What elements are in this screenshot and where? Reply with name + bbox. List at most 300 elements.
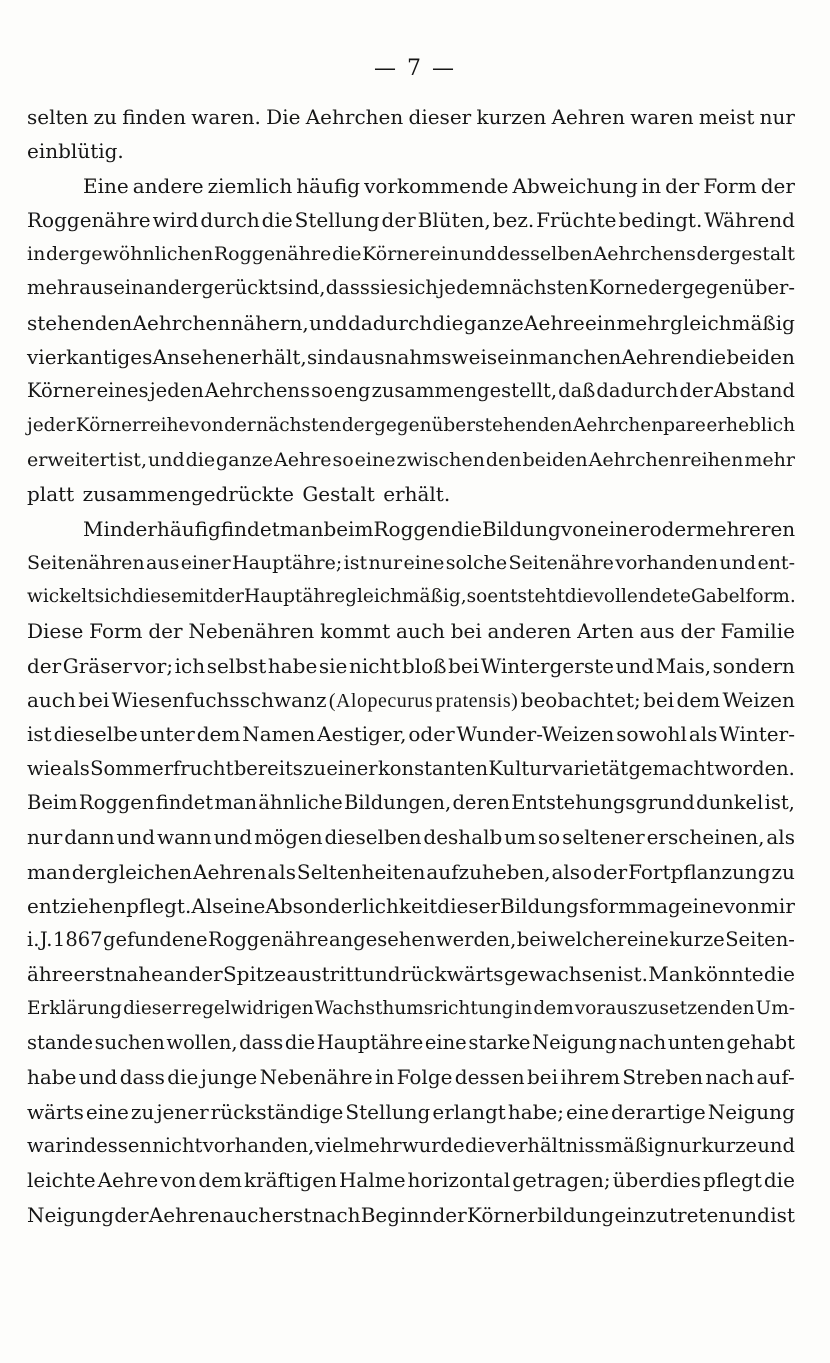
word: dem <box>198 1168 242 1193</box>
word: häufig <box>296 173 361 198</box>
word: die <box>464 1133 496 1157</box>
word: Roggenähre <box>208 928 329 952</box>
word: zusammengedrückte <box>82 482 294 507</box>
text-line <box>27 1129 795 1163</box>
text-line <box>27 1026 795 1060</box>
word: zu <box>130 1099 155 1124</box>
word: Spitze <box>222 962 287 987</box>
text-line <box>27 649 795 683</box>
text-line <box>27 477 795 511</box>
word: Aehren <box>148 1202 223 1227</box>
word: nur <box>27 825 63 850</box>
word: stande <box>27 1031 94 1055</box>
word: der <box>224 414 256 436</box>
word: unten <box>667 1031 725 1055</box>
word: auseinandergerückt <box>79 276 278 300</box>
word: einer <box>180 551 231 574</box>
word: Erklärung <box>27 997 123 1019</box>
word: ist, <box>764 790 795 814</box>
word: einer <box>326 756 378 780</box>
word: der <box>760 173 795 198</box>
word: je <box>438 276 456 300</box>
word: kommt <box>320 619 391 644</box>
text-line <box>27 237 795 271</box>
word: nächsten <box>498 276 589 300</box>
word: auch <box>27 688 76 713</box>
word: pratensis) <box>435 690 519 713</box>
word: Aehrchen <box>305 105 404 129</box>
word: Korne <box>588 276 648 300</box>
word: habe <box>27 1065 77 1090</box>
word: die <box>695 345 727 370</box>
word: erweitert <box>27 448 117 471</box>
word: ganze <box>216 448 274 471</box>
word: sie <box>370 276 398 300</box>
text-line <box>27 203 795 237</box>
word: einblütig. <box>27 139 124 164</box>
word: mögen <box>254 825 323 850</box>
word: zusammengestellt, <box>371 379 558 403</box>
word: Abweichung <box>512 173 638 198</box>
word: bedingt. <box>618 207 703 232</box>
word: dieser <box>408 105 472 129</box>
text-line <box>27 340 795 374</box>
word: sowohl <box>616 722 687 747</box>
word: ganze <box>463 310 524 335</box>
word: als <box>688 722 718 747</box>
word: in <box>641 173 662 198</box>
word: auch <box>396 619 445 644</box>
word: nicht <box>152 1133 203 1157</box>
word: bei <box>78 688 110 713</box>
text-line <box>27 752 795 786</box>
word: die <box>763 1168 795 1193</box>
word: die <box>284 1031 316 1055</box>
word: ist, <box>117 448 147 471</box>
word: ähre <box>27 962 74 987</box>
word: unter <box>139 722 195 747</box>
word: eine <box>85 1099 129 1124</box>
word: dem <box>533 997 574 1019</box>
word: Körner <box>27 379 96 403</box>
word: dieselben <box>324 825 422 850</box>
word: gewöhnlichen <box>79 243 214 266</box>
word: gegenüber- <box>681 276 795 300</box>
body-text <box>27 100 795 1232</box>
word: und <box>309 310 348 335</box>
word: und <box>459 243 497 266</box>
text-line <box>27 855 795 889</box>
word: mir <box>759 893 795 918</box>
text-line <box>27 957 795 991</box>
word: einzutreten <box>614 1202 732 1227</box>
word: entsteht <box>487 586 565 608</box>
word: jeden <box>149 379 204 403</box>
word: anderen <box>487 619 572 644</box>
word: eines <box>96 379 149 403</box>
word: und <box>78 1065 118 1090</box>
word: von <box>723 893 760 918</box>
word: Bildungsform <box>499 893 638 918</box>
word: Winter- <box>719 722 795 747</box>
word: häufig <box>156 516 221 541</box>
word: beim <box>323 516 374 541</box>
word: von <box>160 1168 197 1193</box>
word: jener <box>156 1099 209 1124</box>
word: als <box>61 756 90 780</box>
word: Hauptähre <box>316 1031 424 1055</box>
word: eine <box>424 1031 467 1055</box>
word: die <box>763 962 795 987</box>
word: Namen <box>242 722 316 747</box>
word: Hauptähre; <box>232 551 343 574</box>
word: nach <box>311 1202 361 1227</box>
word: kräftigen <box>244 1168 337 1193</box>
word: austritt <box>286 962 362 987</box>
word: Aehrchens <box>593 243 696 266</box>
word: und <box>147 448 185 471</box>
word: vorauszusetzenden <box>574 997 755 1019</box>
word: Als <box>191 893 223 918</box>
word: wärts <box>27 1099 84 1124</box>
word: so <box>311 379 333 403</box>
word: gehabt <box>726 1031 795 1055</box>
word: welcher <box>547 928 627 952</box>
word: dass <box>119 1065 165 1090</box>
word: an <box>163 962 189 987</box>
text-line <box>27 512 795 546</box>
word: Nebenähre <box>259 1065 373 1090</box>
word: Neigung <box>27 1202 115 1227</box>
word: nähern, <box>230 310 309 335</box>
word: Roggenähre <box>213 243 332 266</box>
word: Bildungen, <box>343 790 452 814</box>
word: auch <box>222 1202 272 1227</box>
word: die <box>564 586 594 608</box>
word: (Alopecurus <box>328 690 434 713</box>
word: gleichmäßig <box>670 310 795 335</box>
word: die <box>450 516 482 541</box>
word: Wiesenfuchsschwanz <box>111 688 327 713</box>
word: ein <box>584 310 617 335</box>
word: beobachtet; <box>520 688 641 713</box>
word: aus <box>639 619 675 644</box>
word: findet <box>155 790 214 814</box>
word: oder <box>408 722 455 747</box>
word: kurze <box>701 1133 758 1157</box>
word: nächsten <box>256 414 342 436</box>
word: i. <box>27 928 40 952</box>
word: Beginn <box>360 1202 433 1227</box>
word: ziemlich <box>207 173 293 198</box>
word: Gabelform. <box>690 586 796 608</box>
word: mehr <box>27 276 79 300</box>
word: rückständige <box>210 1099 344 1124</box>
word: Hauptähre <box>244 586 346 608</box>
word: daß <box>558 379 596 403</box>
word: suchen <box>94 1031 165 1055</box>
word: wie <box>27 756 62 780</box>
word: Beim <box>27 790 78 814</box>
word: bei <box>527 1065 559 1090</box>
word: dessen <box>454 1065 525 1090</box>
word: verhältnissmäßig <box>495 1133 667 1157</box>
word: so <box>332 448 354 471</box>
word: dem <box>676 688 721 713</box>
word: mehr <box>744 448 795 471</box>
word: gleichmäßig, <box>345 586 467 608</box>
text-line <box>27 614 795 648</box>
word: der <box>432 1202 467 1227</box>
word: selten <box>27 105 89 129</box>
word: leichte <box>27 1168 96 1193</box>
word: ausnahmsweise <box>349 345 509 370</box>
word: Aehren <box>621 345 695 370</box>
word: habe; <box>507 1099 564 1124</box>
word: die <box>167 1065 199 1090</box>
word: jeder <box>27 414 76 436</box>
word: Aehre <box>97 1168 159 1193</box>
word: aufzuheben, <box>426 859 551 884</box>
text-line <box>27 786 795 820</box>
word: Kulturvarietät <box>488 756 629 780</box>
word: sondern <box>712 653 795 678</box>
word: war <box>27 1133 65 1157</box>
word: Aehren <box>551 105 626 129</box>
word: man <box>214 790 258 814</box>
word: und <box>731 1202 770 1227</box>
word: erst <box>271 1202 312 1227</box>
word: Sommerfrucht <box>90 756 234 780</box>
word: Aehren <box>193 859 267 884</box>
word: stehenden <box>27 310 133 335</box>
text-line <box>27 820 795 854</box>
word: ähnliche <box>258 790 343 814</box>
word: Man <box>648 962 694 987</box>
word: und <box>361 962 401 987</box>
word: auf- <box>756 1065 795 1090</box>
word: vierkantiges <box>27 345 153 370</box>
word: der <box>148 619 183 644</box>
word: waren. <box>191 105 261 129</box>
word: Nebenähren <box>188 619 315 644</box>
word: Um- <box>755 997 795 1019</box>
word: wollen, <box>166 1031 238 1055</box>
word: gegenüberstehenden <box>374 414 573 436</box>
word: regelwidrigen <box>182 997 314 1019</box>
text-line <box>27 134 795 168</box>
word: kurze <box>669 928 725 952</box>
word: Roggen <box>78 790 155 814</box>
word: ein <box>429 243 460 266</box>
word: der <box>680 619 715 644</box>
word: Form <box>703 173 757 198</box>
word: erheblich <box>706 414 795 436</box>
word: nach <box>705 1065 755 1090</box>
word: der <box>114 1202 149 1227</box>
word: waren <box>630 105 694 129</box>
text-line <box>27 306 795 340</box>
word: die <box>331 243 362 266</box>
word: Roggenähre <box>27 207 151 232</box>
word: eine <box>566 1099 609 1124</box>
page-number: — 7 — <box>374 56 456 81</box>
word: die <box>261 207 293 232</box>
word: dann <box>64 825 115 850</box>
text-line <box>27 1163 795 1197</box>
word: Fortpflanzung <box>628 859 771 884</box>
word: vorhanden <box>615 551 718 574</box>
word: habe <box>267 653 318 678</box>
word: Familie <box>720 619 795 644</box>
word: könnte <box>693 962 764 987</box>
word: der <box>665 173 700 198</box>
word: nur <box>666 1133 702 1157</box>
word: Wunder-Weizen <box>456 722 615 747</box>
word: erlangt <box>432 1099 506 1124</box>
word: erst <box>73 962 114 987</box>
word: der <box>45 243 79 266</box>
word: gewachsen <box>503 962 617 987</box>
word: Eine <box>83 173 129 198</box>
word: dieser <box>437 893 500 918</box>
text-line <box>27 683 795 717</box>
word: nahe <box>113 962 164 987</box>
word: wickelt <box>27 586 95 608</box>
word: Neigung <box>532 1031 617 1055</box>
word: eine <box>403 551 445 574</box>
word: dass <box>325 276 370 300</box>
word: wurde <box>401 1133 465 1157</box>
text-line <box>27 443 795 477</box>
word: getragen; <box>512 1168 611 1193</box>
word: nicht <box>348 653 401 678</box>
word: konstanten <box>377 756 489 780</box>
word: pflegt <box>703 1168 762 1193</box>
word: seltener <box>562 825 645 850</box>
text-line <box>27 374 795 408</box>
word: Wintergerste <box>480 653 614 678</box>
word: Aehrchenpare <box>572 414 706 436</box>
word: als <box>267 859 296 884</box>
word: mit <box>181 586 213 608</box>
word: dunkel <box>696 790 764 814</box>
word: bez. <box>492 207 535 232</box>
text-line <box>27 546 795 580</box>
word: finden <box>122 105 186 129</box>
word: von <box>560 516 598 541</box>
word: und <box>213 825 253 850</box>
word: derartige <box>610 1099 706 1124</box>
word: rückwärts <box>400 962 504 987</box>
word: Blüten, <box>417 207 491 232</box>
word: mehr <box>616 310 670 335</box>
word: Körner <box>362 243 429 266</box>
word: sie <box>318 653 348 678</box>
text-line <box>27 1060 795 1094</box>
word: beiden <box>522 448 588 471</box>
word: Aehrchen <box>132 310 231 335</box>
word: deren <box>452 790 510 814</box>
word: Arten <box>577 619 634 644</box>
word: Abstand <box>713 379 795 403</box>
word: also <box>551 859 593 884</box>
word: in <box>509 345 529 370</box>
word: vor; <box>133 653 174 678</box>
word: Die <box>266 105 301 129</box>
text-line <box>27 889 795 923</box>
word: andere <box>132 173 204 198</box>
word: der <box>648 276 682 300</box>
word: dem <box>196 722 241 747</box>
word: ist <box>27 722 52 747</box>
word: bei <box>643 688 675 713</box>
word: eine <box>354 448 396 471</box>
word: der <box>341 414 374 436</box>
word: werden, <box>435 928 517 952</box>
word: deshalb <box>423 825 503 850</box>
word: junge <box>200 1065 258 1090</box>
word: 1867 <box>52 928 103 952</box>
word: diese <box>132 586 182 608</box>
word: ist <box>770 1202 795 1227</box>
word: Streben <box>622 1065 703 1090</box>
word: entziehen <box>27 893 127 918</box>
word: Seiten- <box>725 928 795 952</box>
word: ist <box>343 551 368 574</box>
word: der <box>188 962 223 987</box>
word: bei <box>450 619 482 644</box>
word: aus <box>146 551 180 574</box>
text-line <box>27 169 795 203</box>
word: Aestiger, <box>317 722 407 747</box>
word: Roggen <box>373 516 451 541</box>
word: die <box>432 310 464 335</box>
text-line <box>27 1095 795 1129</box>
text-line <box>27 409 795 443</box>
word: bereits <box>233 756 303 780</box>
text-line <box>27 100 795 134</box>
word: in <box>514 997 533 1019</box>
word: vorkommende <box>364 173 509 198</box>
word: horizontal <box>407 1168 511 1193</box>
word: ist. <box>616 962 648 987</box>
word: man <box>27 859 71 884</box>
word: nur <box>368 551 403 574</box>
word: einer <box>597 516 650 541</box>
word: meist <box>698 105 755 129</box>
word: sich <box>398 276 438 300</box>
word: bei <box>516 928 548 952</box>
word: Aehre <box>273 448 332 471</box>
word: bei <box>448 653 480 678</box>
word: Minder <box>83 516 157 541</box>
word: manchen <box>528 345 622 370</box>
word: Aehre <box>524 310 585 335</box>
word: mehreren <box>695 516 796 541</box>
word: Aehrchens <box>204 379 310 403</box>
word: Diese <box>27 619 84 644</box>
word: eine <box>680 893 724 918</box>
word: findet <box>220 516 280 541</box>
word: vorhanden, <box>202 1133 315 1157</box>
word: dass <box>239 1031 284 1055</box>
word: pflegt. <box>126 893 192 918</box>
word: überdies <box>612 1168 702 1193</box>
word: Körnerreihe <box>75 414 190 436</box>
word: nach <box>618 1031 667 1055</box>
word: Absonderlichkeit <box>265 893 438 918</box>
